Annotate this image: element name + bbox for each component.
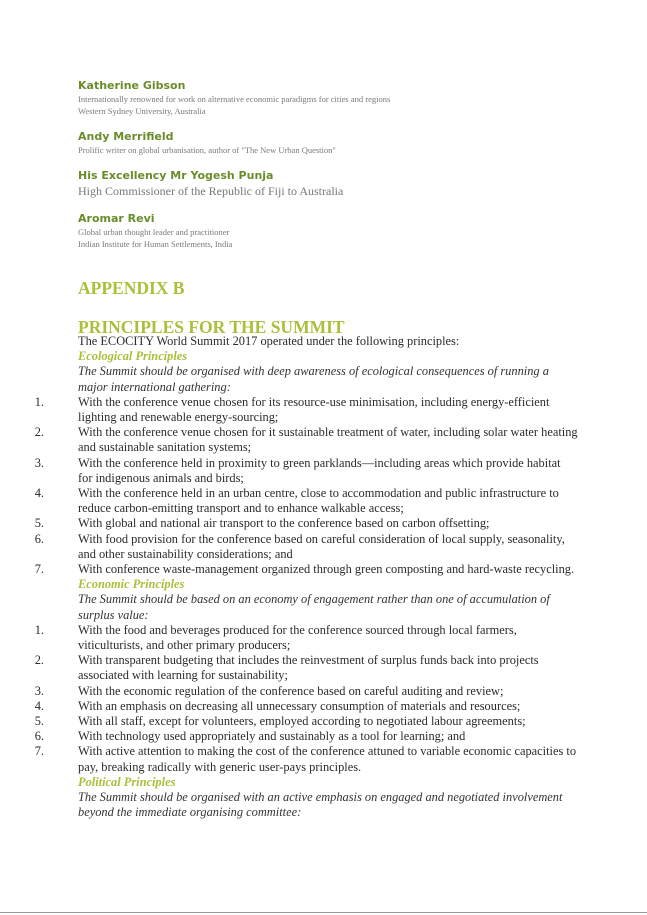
item-text: With the conference venue chosen for its resource-use minimisation, including energy-efficient lighting and renewable energy-sourcing; (78, 394, 550, 425)
list-item (34, 562, 578, 577)
speaker-name: Katherine Gibson (78, 79, 186, 92)
item-text: With the economic regulation of the conference based on careful auditing and review; (78, 683, 504, 698)
item-number: 2. (34, 425, 44, 440)
list-item (34, 425, 578, 455)
list-item (34, 516, 578, 531)
list-item (34, 653, 578, 683)
item-number: 3. (34, 683, 44, 698)
speaker-gibson (78, 78, 390, 117)
speaker-revi (78, 211, 232, 250)
item-number: 6. (34, 729, 44, 744)
economic-list (34, 622, 578, 775)
list-item (34, 698, 578, 714)
speaker-name: Aromar Revi (78, 212, 155, 225)
principles-heading: PRINCIPLES FOR THE SUMMIT (78, 317, 345, 337)
item-text: With all staff, except for volunteers, employed according to negotiated labour agreements; (78, 714, 526, 729)
intro-text: The ECOCITY World Summit 2017 operated under the following principles: (78, 334, 460, 348)
item-number: 1. (34, 394, 44, 409)
economic-title: Economic Principles (78, 577, 185, 592)
item-text: With global and national air transport to the conference based on carbon offsetting; (78, 516, 490, 531)
item-number: 5. (34, 516, 44, 531)
item-number: 6. (34, 531, 44, 546)
speaker-name: His Excellency Mr Yogesh Punja (78, 169, 274, 182)
list-item (34, 683, 578, 699)
speaker-affiliation: Western Sydney University, Australia (78, 106, 206, 116)
item-text: With the conference venue chosen for it sustainable treatment of water, including solar water heating and sustainable sanitation systems; (78, 425, 578, 455)
item-text: With the conference held in an urban centre, close to accommodation and public infrastructure to reduce carbon-emitting transport and to enhance walkable access; (78, 486, 559, 516)
item-number: 1. (34, 622, 44, 637)
item-text: With conference waste-management organized through green composting and hard-waste recycling. (78, 562, 575, 577)
speaker-description: Internationally renowned for work on alternative economic paradigms for cities and regions (78, 94, 391, 104)
item-text: With an emphasis on decreasing all unnecessary consumption of materials and resources; (78, 698, 521, 713)
item-number: 4. (34, 698, 44, 713)
item-text: With food provision for the conference based on careful consideration of local supply, seasonality, and other sustainability considerations; and (78, 531, 565, 561)
ecological-list (34, 394, 578, 577)
item-number: 5. (34, 714, 44, 729)
item-number: 3. (34, 455, 44, 470)
appendix-heading: APPENDIX B (78, 278, 185, 298)
speaker-description: High Commissioner of the Republic of Fiji to Australia (78, 184, 344, 198)
list-item (34, 744, 578, 774)
political-lead: The Summit should be organised with an active emphasis on engaged and negotiated involvement beyond the immediate organising committee: (78, 790, 563, 820)
item-number: 7. (34, 562, 44, 577)
economic-lead: The Summit should be based on an economy of engagement rather than one of accumulation of surplus value: (78, 592, 550, 622)
speaker-name: Andy Merrifield (78, 130, 174, 143)
speaker-description: Prolific writer on global urbanisation, author of "The New Urban Question" (78, 145, 336, 155)
item-text: With active attention to making the cost of the conference attuned to variable economic capacities to pay, breaking radically with generic user-pays principles. (78, 744, 577, 774)
list-item (34, 394, 578, 425)
item-text: With the conference held in proximity to green parklands—including areas which provide habitat for indigenous animals and birds; (78, 455, 561, 485)
list-item (34, 714, 578, 729)
speaker-punja (78, 168, 343, 199)
item-text: With technology used appropriately and sustainably as a tool for learning; and (78, 729, 466, 744)
item-text: With the food and beverages produced for the conference sourced through local farmers, viticulturists, and other primary producers; (78, 622, 517, 653)
speaker-affiliation: Indian Institute for Human Settlements, India (78, 239, 233, 249)
speaker-description: Global urban thought leader and practitioner (78, 227, 230, 237)
list-item (34, 729, 578, 744)
page-bottom-rule (0, 912, 647, 913)
political-title: Political Principles (78, 774, 176, 789)
item-number: 4. (34, 486, 44, 501)
principles-body (34, 334, 578, 821)
list-item (34, 455, 578, 486)
ecological-lead: The Summit should be organised with deep awareness of ecological consequences of running a major international gathering: (78, 364, 549, 394)
list-item (34, 486, 578, 516)
item-number: 2. (34, 653, 44, 668)
item-text: With transparent budgeting that includes the reinvestment of surplus funds back into projects associated with learning for sustainability; (78, 653, 539, 683)
item-number: 7. (34, 744, 44, 759)
ecological-title: Ecological Principles (78, 349, 188, 364)
list-item (34, 622, 578, 653)
list-item (34, 531, 578, 562)
speaker-merrifield (78, 129, 336, 156)
